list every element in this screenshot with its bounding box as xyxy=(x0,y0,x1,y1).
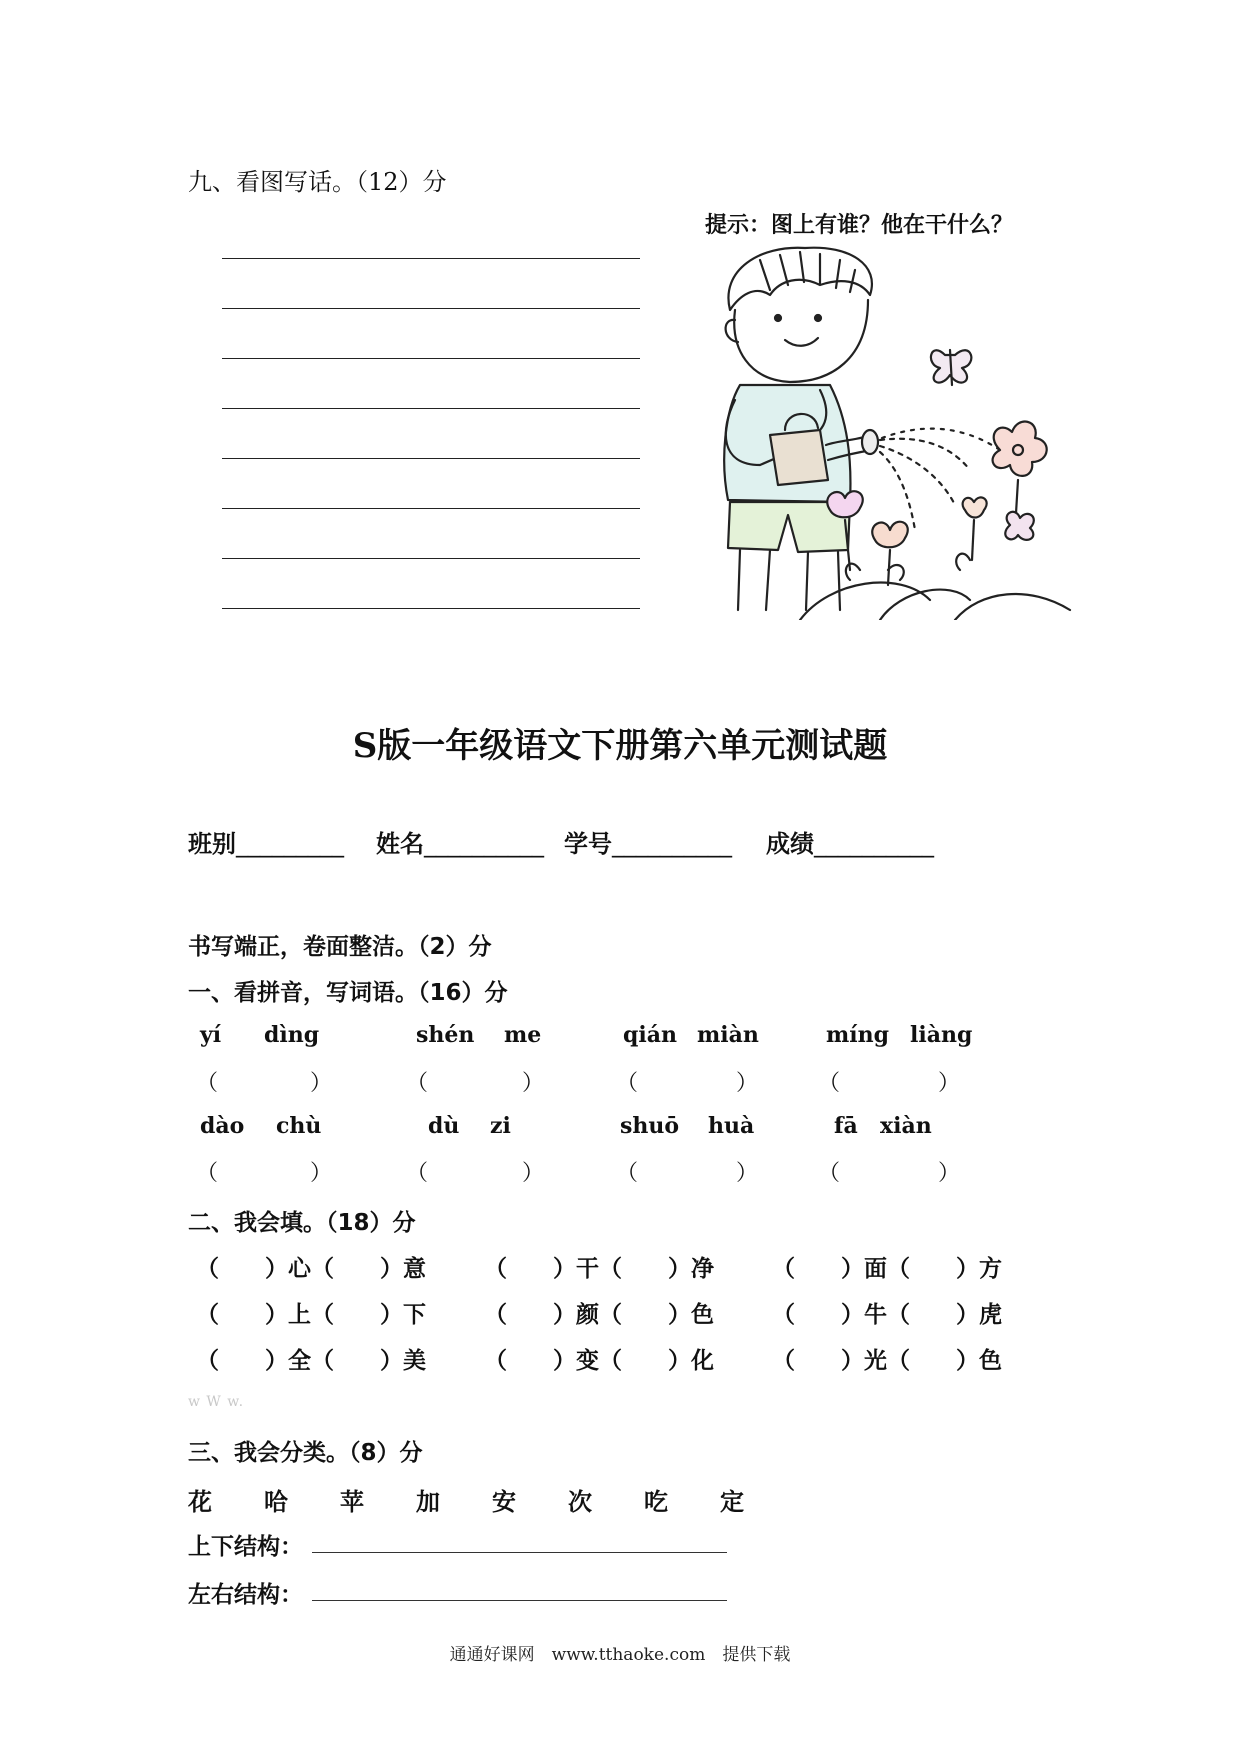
paren-open: （ xyxy=(818,1161,841,1186)
fill-item: （ ）心（ ）意 xyxy=(196,1256,426,1282)
classify-char: 加 xyxy=(416,1488,440,1516)
section-2-heading: 二、我会填。（18）分 xyxy=(188,1210,416,1236)
pinyin-syllable: dào xyxy=(200,1113,245,1139)
pinyin-syllable: shuō xyxy=(620,1113,680,1139)
fill-item: （ ）上（ ）下 xyxy=(196,1302,426,1328)
section-9-heading: 九、看图写话。（12）分 xyxy=(188,168,447,196)
writing-line xyxy=(222,608,640,609)
paren-close: ） xyxy=(938,1161,961,1186)
classify-char: 花 xyxy=(188,1488,212,1516)
classify-char: 吃 xyxy=(644,1488,668,1516)
fill-item: （ ）变（ ）化 xyxy=(484,1348,714,1374)
top-bottom-structure-label: 上下结构： xyxy=(188,1534,303,1560)
number-label: 学号__________ xyxy=(564,830,732,858)
top-bottom-answer-line xyxy=(312,1552,727,1553)
paren-open: （ xyxy=(196,1161,219,1186)
classify-char: 安 xyxy=(492,1488,516,1516)
writing-line xyxy=(222,558,640,559)
boy-watering-flowers-illustration xyxy=(700,240,1080,620)
classify-char: 定 xyxy=(720,1488,744,1516)
paren-open: （ xyxy=(406,1161,429,1186)
pinyin-syllable: huà xyxy=(708,1113,755,1139)
writing-line xyxy=(222,408,640,409)
writing-line xyxy=(222,358,640,359)
classify-char: 次 xyxy=(568,1488,592,1516)
paren-close: ） xyxy=(310,1071,333,1096)
paren-open: （ xyxy=(616,1071,639,1096)
paren-open: （ xyxy=(196,1071,219,1096)
pinyin-syllable: liàng xyxy=(910,1022,973,1048)
writing-line xyxy=(222,458,640,459)
pinyin-syllable: xiàn xyxy=(880,1113,932,1139)
fill-item: （ ）干（ ）净 xyxy=(484,1256,714,1282)
paren-close: ） xyxy=(522,1071,545,1096)
writing-line xyxy=(222,258,640,259)
fill-item: （ ）全（ ）美 xyxy=(196,1348,426,1374)
name-label: 姓名__________ xyxy=(376,830,544,858)
class-label: 班别_________ xyxy=(188,830,344,858)
paren-close: ） xyxy=(736,1161,759,1186)
paren-close: ） xyxy=(522,1161,545,1186)
pinyin-syllable: yí xyxy=(200,1022,222,1048)
left-right-structure-label: 左右结构： xyxy=(188,1582,303,1608)
classify-char: 苹 xyxy=(340,1488,364,1516)
pinyin-syllable: fā xyxy=(834,1113,858,1139)
handwriting-note: 书写端正，卷面整洁。（2）分 xyxy=(188,934,492,960)
page-footer: 通通好课网 www.tthaoke.com 提供下载 xyxy=(449,1645,791,1665)
fill-item: （ ）光（ ）色 xyxy=(772,1348,1002,1374)
section-1-heading: 一、看拼音，写词语。（16）分 xyxy=(188,980,508,1006)
score-label: 成绩__________ xyxy=(766,830,934,858)
page-title: S版一年级语文下册第六单元测试题 xyxy=(352,726,888,766)
writing-line xyxy=(222,508,640,509)
pinyin-syllable: míng xyxy=(826,1022,890,1048)
fill-item: （ ）颜（ ）色 xyxy=(484,1302,714,1328)
pinyin-syllable: me xyxy=(504,1022,542,1048)
classify-char: 哈 xyxy=(264,1488,288,1516)
watermark: w W w. xyxy=(188,1394,245,1410)
left-right-answer-line xyxy=(312,1600,727,1601)
paren-open: （ xyxy=(616,1161,639,1186)
paren-open: （ xyxy=(818,1071,841,1096)
section-3-heading: 三、我会分类。（8）分 xyxy=(188,1440,423,1466)
pinyin-syllable: miàn xyxy=(697,1022,759,1048)
pinyin-syllable: shén xyxy=(416,1022,475,1048)
paren-open: （ xyxy=(406,1071,429,1096)
paren-close: ） xyxy=(736,1071,759,1096)
fill-item: （ ）面（ ）方 xyxy=(772,1256,1002,1282)
pinyin-syllable: qián xyxy=(623,1022,677,1048)
pinyin-syllable: dù xyxy=(428,1113,460,1139)
writing-line xyxy=(222,308,640,309)
fill-item: （ ）牛（ ）虎 xyxy=(772,1302,1002,1328)
pinyin-syllable: zi xyxy=(490,1113,511,1139)
paren-close: ） xyxy=(310,1161,333,1186)
picture-hint: 提示：图上有谁？他在干什么？ xyxy=(705,213,1014,238)
pinyin-syllable: dìng xyxy=(264,1022,320,1048)
paren-close: ） xyxy=(938,1071,961,1096)
pinyin-syllable: chù xyxy=(276,1113,322,1139)
